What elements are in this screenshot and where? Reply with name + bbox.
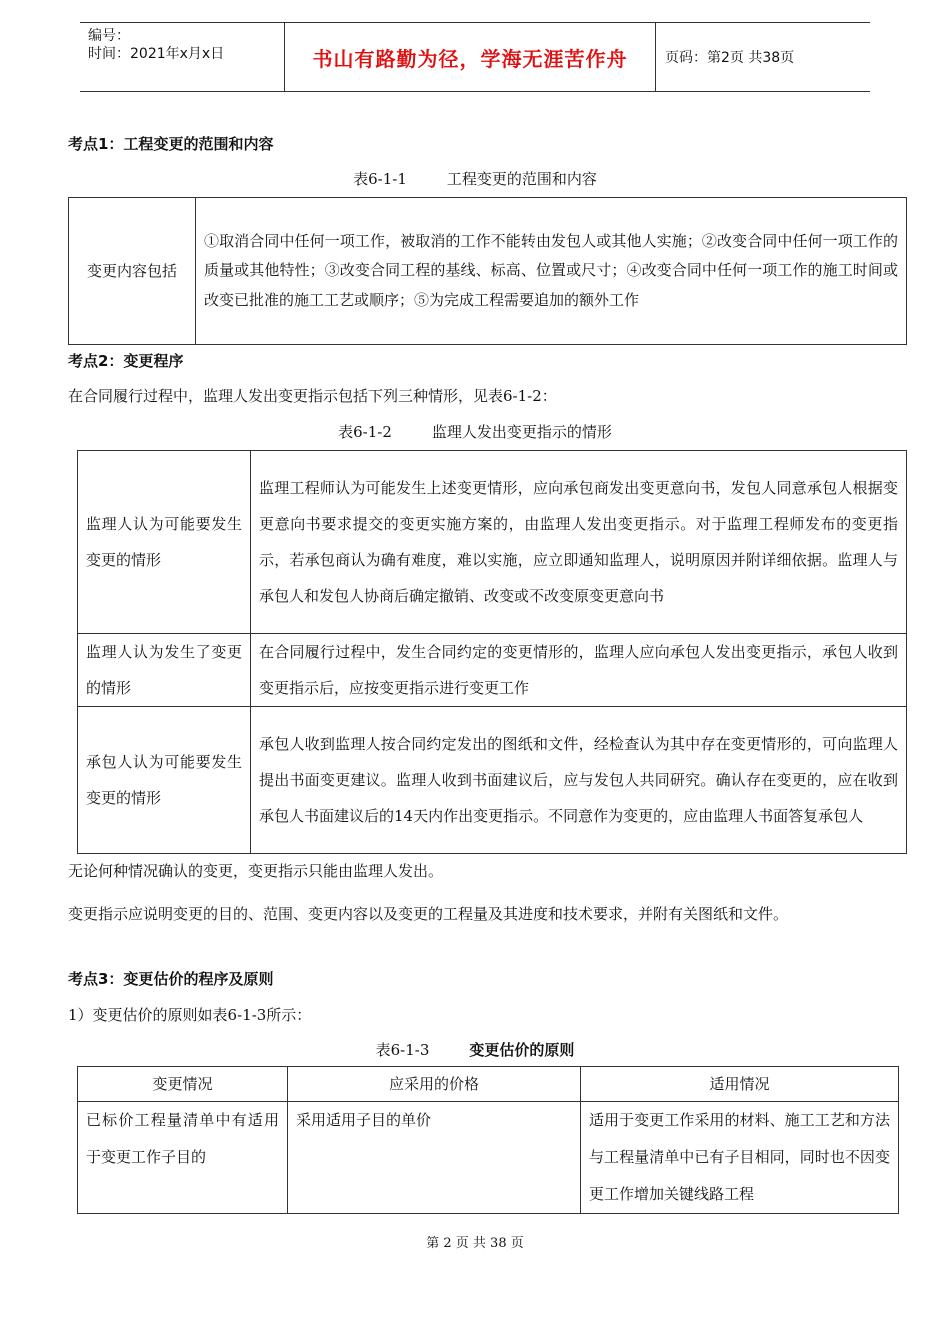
table-cell: 适用于变更工作采用的材料、施工工艺和方法与工程量清单中已有子目相同，同时也不因变更工作增加关键线路工程 — [581, 1102, 899, 1214]
page-footer: 第 2 页 共 38 页 — [426, 1236, 524, 1251]
table-valuation-principles — [77, 1066, 899, 1214]
header-meta — [80, 23, 285, 91]
table2-caption-title: 监理人发出变更指示的情形 — [431, 423, 612, 441]
table-row — [78, 634, 907, 707]
table-cell-label: 监理人认为发生了变更的情形 — [78, 634, 251, 707]
table-cell: 已标价工程量清单中有适用于变更工作子目的 — [78, 1102, 288, 1214]
table-cell-label: 变更内容包括 — [69, 198, 196, 345]
table-row — [78, 451, 907, 634]
table-change-instructions — [77, 450, 907, 854]
section2-intro: 在合同履行过程中，监理人发出变更指示包括下列三种情形，见表6-1-2： — [68, 387, 557, 405]
section3-heading: 考点3：变更估价的程序及原则 — [68, 970, 274, 988]
section1-heading: 考点1：工程变更的范围和内容 — [68, 135, 274, 153]
table1-caption-title: 工程变更的范围和内容 — [446, 170, 597, 188]
table3-caption-title: 变更估价的原则 — [469, 1041, 575, 1059]
table-row — [78, 707, 907, 854]
table2-caption — [0, 421, 950, 442]
column-header: 适用情况 — [581, 1067, 899, 1102]
table-row — [78, 1102, 899, 1214]
table1-caption-no: 表6-1-1 — [353, 170, 407, 188]
table-cell: 采用适用子目的单价 — [288, 1102, 581, 1214]
table2-caption-no: 表6-1-2 — [338, 423, 392, 441]
table1-caption — [0, 168, 950, 189]
time-label: 时间：2021年x月x日 — [88, 46, 225, 62]
section2-note1: 无论何种情况确认的变更，变更指示只能由监理人发出。 — [68, 862, 444, 880]
table3-caption-no: 表6-1-3 — [375, 1041, 430, 1059]
page-header — [80, 22, 870, 92]
table-cell-text: 监理工程师认为可能发生上述变更情形，应向承包商发出变更意向书，发包人同意承包人根据变更意向书要求提交的变更实施方案的，由监理人发出变更指示。对于监理工程师发布的变更指示，若承包商认为确有难度，难以实施，应立即通知监理人，说明原因并附详细依据。监理人与承包人和发包人协商后确定撤销、改变或不改变原变更意向书 — [251, 451, 907, 634]
table-change-scope — [68, 197, 907, 345]
section2-note2: 变更指示应说明变更的目的、范围、变更内容以及变更的工程量及其进度和技术要求，并附有关图纸和文件。 — [68, 905, 789, 923]
section2-heading: 考点2：变更程序 — [68, 352, 184, 370]
table-header-row — [78, 1067, 899, 1102]
section3-intro: 1）变更估价的原则如表6-1-3所示： — [68, 1006, 312, 1024]
column-header: 变更情况 — [78, 1067, 288, 1102]
header-motto: 书山有路勤为径，学海无涯苦作舟 — [285, 23, 656, 91]
header-page-info: 页码：第2页 共38页 — [665, 50, 795, 66]
table-cell-text: 在合同履行过程中，发生合同约定的变更情形的，监理人应向承包人发出变更指示，承包人收到变更指示后，应按变更指示进行变更工作 — [251, 634, 907, 707]
number-label: 编号： — [88, 28, 130, 44]
table-cell-text: 承包人收到监理人按合同约定发出的图纸和文件，经检查认为其中存在变更情形的，可向监理人提出书面变更建议。监理人收到书面建议后，应与发包人共同研究。确认存在变更的，应在收到承包人书面建议后的14天内作出变更指示。不同意作为变更的，应由监理人书面答复承包人 — [251, 707, 907, 854]
table-cell-text: ①取消合同中任何一项工作，被取消的工作不能转由发包人或其他人实施；②改变合同中任何一项工作的质量或其他特性；③改变合同工程的基线、标高、位置或尺寸；④改变合同中任何一项工作的施工时间或改变已批准的施工工艺或顺序；⑤为完成工程需要追加的额外工作 — [196, 198, 907, 345]
table-row — [69, 198, 907, 345]
table-cell-label: 监理人认为可能要发生变更的情形 — [78, 451, 251, 634]
column-header: 应采用的价格 — [288, 1067, 581, 1102]
table-cell-label: 承包人认为可能要发生变更的情形 — [78, 707, 251, 854]
table3-caption — [0, 1039, 950, 1060]
